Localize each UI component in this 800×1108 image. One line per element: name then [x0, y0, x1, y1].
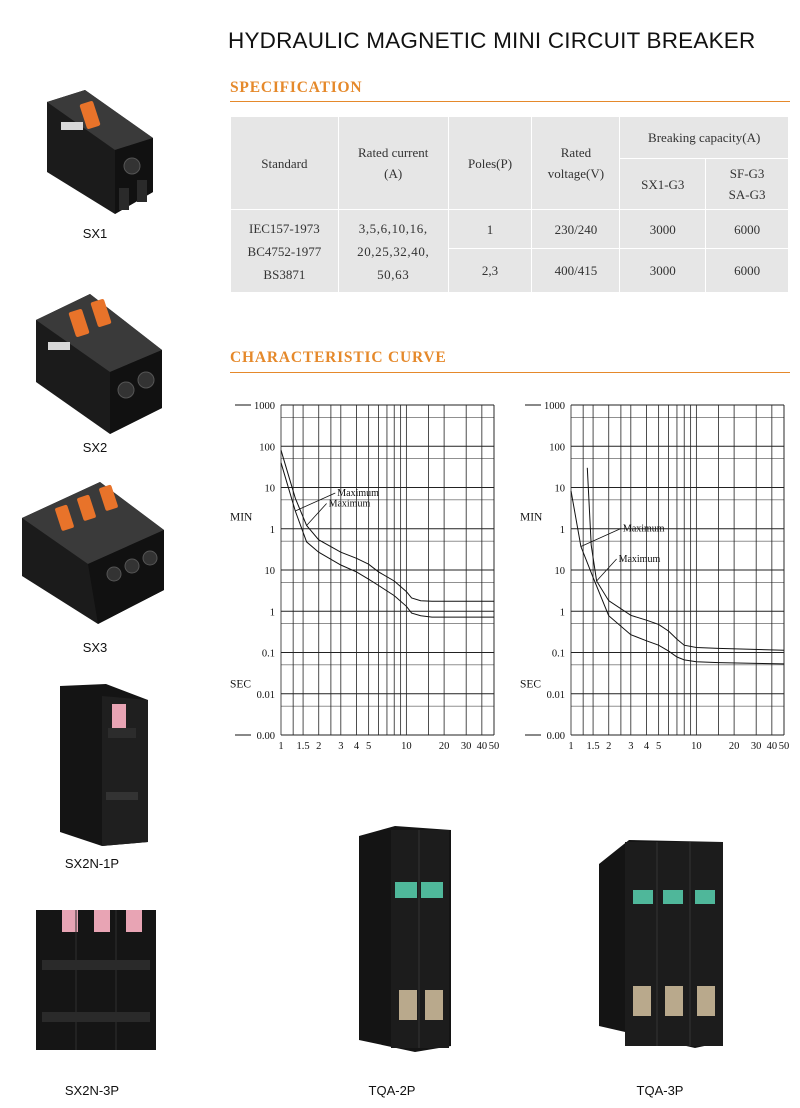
tqa-2p-caption: TQA-2P: [368, 1083, 416, 1098]
cell-sx1-row1: 3000: [620, 210, 706, 249]
y-tick-label: 10: [264, 483, 275, 495]
tqa-2p-breaker-image: [355, 822, 455, 1054]
annotation-maximum: Maximum: [622, 523, 665, 535]
characteristic-curve-chart-2: [515, 395, 800, 765]
cell-sfsa-row2: 6000: [706, 249, 789, 293]
cell-poles-row1: 1: [448, 210, 532, 249]
y-tick-label: 100: [259, 442, 275, 454]
y-tick-label: 0.00: [546, 731, 565, 742]
y-tick-label: 0.00: [256, 731, 275, 742]
x-tick-label: 5: [656, 741, 662, 752]
x-tick-label: 2: [606, 741, 612, 752]
header-sf-sa-g3: SF-G3 SA-G3: [706, 159, 789, 210]
x-tick-label: 2: [316, 741, 322, 752]
specification-heading: SPECIFICATION: [230, 79, 363, 96]
annotation-leader: [581, 528, 621, 546]
x-tick-label: 4: [353, 741, 360, 752]
annotation-leader: [307, 503, 327, 525]
cell-standards: IEC157-1973 BC4752-1977 BS3871: [231, 210, 339, 293]
cell-rated-current: 3,5,6,10,16, 20,25,32,40, 50,63: [338, 210, 448, 293]
sx1-caption: SX1: [82, 226, 108, 241]
curve-series-2: [571, 491, 784, 664]
x-tick-label: 50: [778, 741, 790, 752]
x-tick-label: 1: [278, 741, 284, 752]
tqa-3p-breaker-image: [595, 836, 725, 1050]
header-rated-voltage: Rated voltage(V): [532, 117, 620, 210]
header-breaking-capacity: Breaking capacity(A): [620, 117, 789, 159]
y-tick-label: 1000: [254, 401, 275, 412]
x-tick-label: 1.5: [296, 741, 310, 752]
y-tick-label: 10: [554, 483, 565, 495]
y-tick-label: 0.01: [256, 689, 275, 701]
x-tick-label: 30: [750, 741, 762, 752]
sx2n-1p-breaker-image: [58, 682, 150, 848]
x-tick-label: 30: [460, 741, 472, 752]
x-tick-label: 10: [691, 741, 702, 752]
sx2-caption: SX2: [82, 440, 108, 455]
annotation-maximum: Maximum: [618, 554, 661, 566]
characteristic-curve-heading: CHARACTERISTIC CURVE: [230, 349, 447, 366]
sx2n-3p-caption: SX2N-3P: [64, 1083, 120, 1098]
x-tick-label: 1: [568, 741, 574, 752]
y-tick-label: 1000: [544, 401, 565, 412]
cell-sfsa-row1: 6000: [706, 210, 789, 249]
y-tick-label: 0.01: [546, 689, 565, 701]
curve-series-2: [281, 463, 494, 617]
y-tick-label: 10: [554, 566, 565, 577]
x-tick-label: 5: [366, 741, 372, 752]
characteristic-curve-chart-1: [225, 395, 510, 765]
y-label-min: MIN: [230, 511, 253, 524]
x-tick-label: 4: [643, 741, 650, 752]
annotation-maximum: Maximum: [337, 487, 379, 499]
sx2n-1p-caption: SX2N-1P: [64, 856, 120, 871]
header-sx1-g3: SX1-G3: [620, 159, 706, 210]
x-tick-label: 20: [438, 741, 450, 752]
y-label-sec: SEC: [520, 678, 542, 691]
sx2-breaker-image: [28, 290, 168, 438]
curve-series-1: [281, 450, 494, 601]
sx2n-3p-breaker-image: [34, 904, 158, 1054]
cell-poles-row2: 2,3: [448, 249, 532, 293]
sx3-breaker-image: [18, 478, 168, 628]
x-tick-label: 20: [728, 741, 740, 752]
x-tick-label: 1.5: [586, 741, 600, 752]
y-tick-label: 10: [264, 566, 275, 577]
header-standard: Standard: [231, 117, 339, 210]
header-poles: Poles(P): [448, 117, 532, 210]
cell-voltage-row2: 400/415: [532, 249, 620, 293]
specification-table: [230, 116, 789, 293]
cell-voltage-row1: 230/240: [532, 210, 620, 249]
y-tick-label: 1: [269, 607, 275, 619]
characteristic-curve-divider: [230, 372, 790, 373]
y-label-sec: SEC: [230, 678, 252, 691]
x-tick-label: 50: [488, 741, 500, 752]
page-title: HYDRAULIC MAGNETIC MINI CIRCUIT BREAKER: [228, 28, 756, 53]
y-tick-label: 1: [559, 607, 565, 619]
x-tick-label: 10: [401, 741, 412, 752]
tqa-3p-caption: TQA-3P: [636, 1083, 684, 1098]
y-label-min: MIN: [520, 511, 543, 524]
x-tick-label: 40: [766, 741, 778, 752]
y-tick-label: 1: [269, 524, 275, 536]
sx3-caption: SX3: [82, 640, 108, 655]
sx1-breaker-image: [35, 88, 165, 220]
annotation-maximum: Maximum: [328, 498, 371, 510]
y-tick-label: 0.1: [261, 648, 275, 660]
x-tick-label: 3: [628, 741, 634, 752]
specification-divider: [230, 101, 790, 102]
y-tick-label: 100: [549, 442, 565, 454]
y-tick-label: 1: [559, 524, 565, 536]
cell-sx1-row2: 3000: [620, 249, 706, 293]
x-tick-label: 40: [476, 741, 488, 752]
header-rated-current: Rated current (A): [338, 117, 448, 210]
y-tick-label: 0.1: [551, 648, 565, 660]
x-tick-label: 3: [338, 741, 344, 752]
